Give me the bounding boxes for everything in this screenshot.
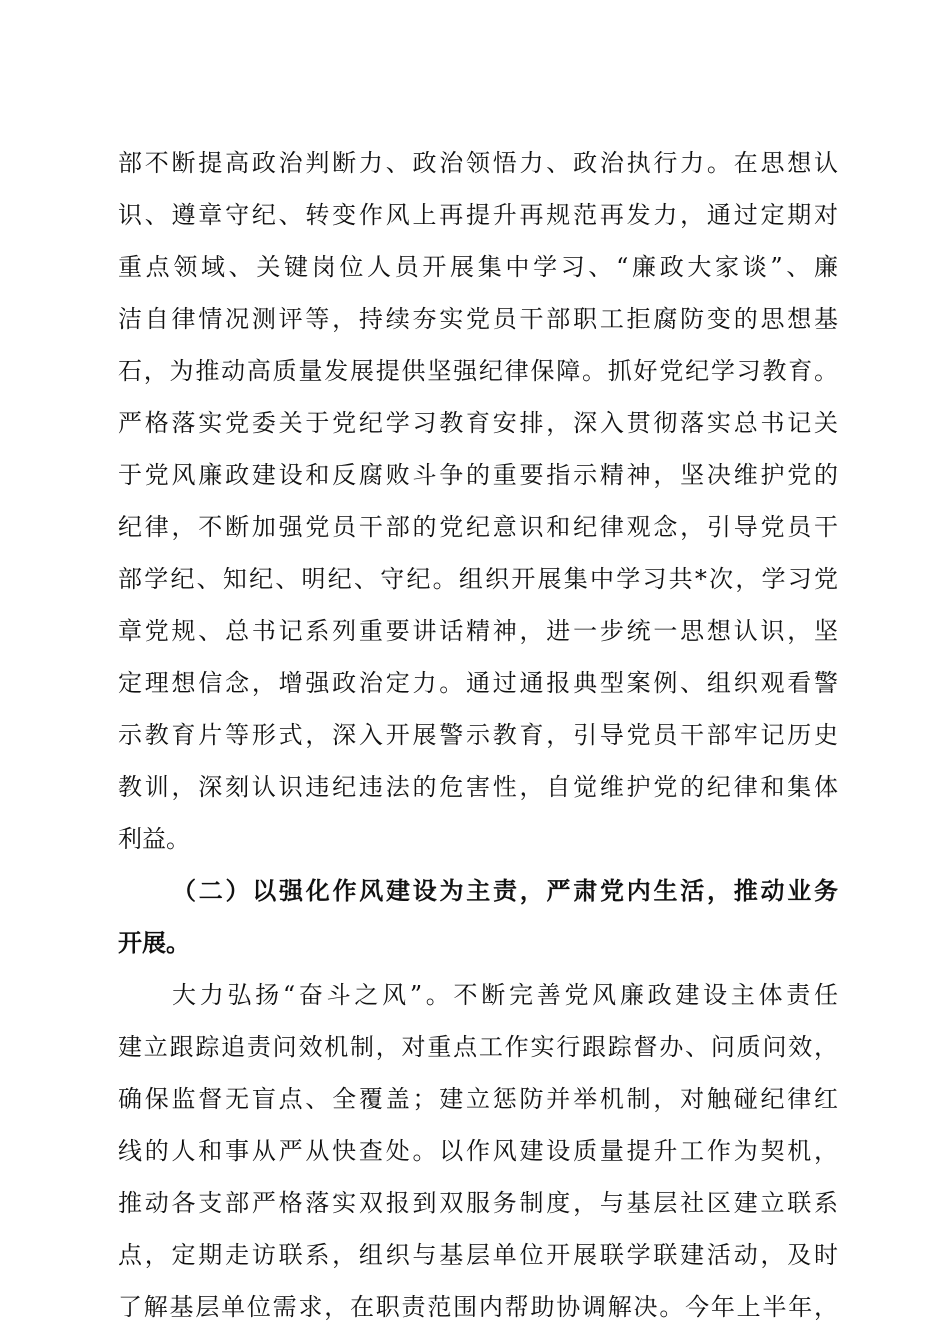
paragraph-2-line-6: 点，定期走访联系，组织与基层单位开展联学联建活动，及时 xyxy=(118,1241,838,1269)
paragraph-1-line-7: 于党风廉政建设和反腐败斗争的重要指示精神，坚决维护党的 xyxy=(118,461,838,489)
paragraph-1-line-12: 示教育片等形式，深入开展警示教育，引导党员干部牢记历史 xyxy=(118,721,838,749)
paragraph-1-line-8: 纪律，不断加强党员干部的党纪意识和纪律观念，引导党员干 xyxy=(118,513,838,541)
paragraph-1-line-4: 洁自律情况测评等，持续夯实党员干部职工拒腐防变的思想基 xyxy=(118,305,838,333)
section-heading-line-1: （二）以强化作风建设为主责，严肃党内生活，推动业务 xyxy=(172,877,838,905)
paragraph-1-line-10: 章党规、总书记系列重要讲话精神，进一步统一思想认识，坚 xyxy=(118,617,838,645)
paragraph-1-line-5: 石，为推动高质量发展提供坚强纪律保障。抓好党纪学习教育。 xyxy=(118,357,838,385)
paragraph-2-line-1: 大力弘扬“奋斗之风”。不断完善党风廉政建设主体责任 xyxy=(172,981,838,1009)
paragraph-2-line-7: 了解基层单位需求，在职责范围内帮助协调解决。今年上半年， xyxy=(118,1293,838,1321)
paragraph-2-line-4: 线的人和事从严从快查处。以作风建设质量提升工作为契机， xyxy=(118,1137,838,1165)
paragraph-1-line-3: 重点领域、关键岗位人员开展集中学习、“廉政大家谈”、廉 xyxy=(118,253,838,281)
paragraph-1-line-1: 部不断提高政治判断力、政治领悟力、政治执行力。在思想认 xyxy=(118,149,838,177)
paragraph-2-line-3: 确保监督无盲点、全覆盖；建立惩防并举机制，对触碰纪律红 xyxy=(118,1085,838,1113)
paragraph-2-line-5: 推动各支部严格落实双报到双服务制度，与基层社区建立联系 xyxy=(118,1189,838,1217)
paragraph-1-line-6: 严格落实党委关于党纪学习教育安排，深入贯彻落实总书记关 xyxy=(118,409,838,437)
paragraph-1-line-11: 定理想信念，增强政治定力。通过通报典型案例、组织观看警 xyxy=(118,669,838,697)
section-heading-line-2: 开展。 xyxy=(118,929,190,957)
paragraph-1-line-13: 教训，深刻认识违纪违法的危害性，自觉维护党的纪律和集体 xyxy=(118,773,838,801)
paragraph-1-line-2: 识、遵章守纪、转变作风上再提升再规范再发力，通过定期对 xyxy=(118,201,838,229)
paragraph-1-line-9: 部学纪、知纪、明纪、守纪。组织开展集中学习共*次，学习党 xyxy=(118,565,838,593)
paragraph-2-line-2: 建立跟踪追责问效机制，对重点工作实行跟踪督办、问质问效， xyxy=(118,1033,838,1061)
paragraph-1-line-14: 利益。 xyxy=(118,825,190,853)
